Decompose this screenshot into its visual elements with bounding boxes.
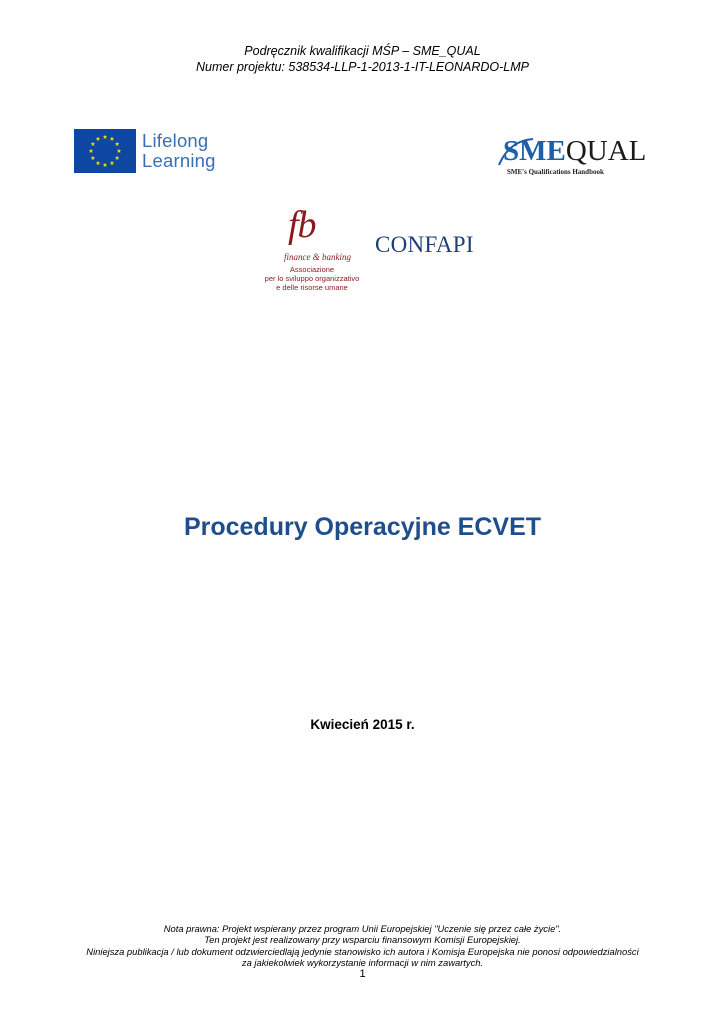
- header-line-title: Podręcznik kwalifikacji MŚP – SME_QUAL: [244, 44, 481, 58]
- fb-letters: fb: [288, 204, 316, 246]
- eu-star-icon: [115, 142, 120, 146]
- smequal-part-qual: QUAL: [565, 135, 647, 167]
- legal-note-line: Nota prawna: Projekt wspierany przez program Unii Europejskiej "Uczenie się przez całe życie".: [163, 923, 562, 934]
- smequal-part-sme: SME: [503, 135, 566, 167]
- eu-star-icon: [103, 163, 108, 167]
- document-title: Procedury Operacyjne ECVET: [183, 513, 542, 541]
- confapi-logo: CONFAPI: [375, 232, 474, 257]
- smequal-subtitle: SME's Qualifications Handbook: [507, 168, 604, 176]
- page-header: [0, 43, 725, 75]
- eu-star-icon: [91, 142, 96, 146]
- eu-star-icon: [91, 156, 96, 160]
- legal-note-line: za jakiekolwiek wykorzystanie informacji w nim zawartych.: [241, 956, 484, 968]
- eu-star-icon: [89, 149, 94, 153]
- document-date: Kwiecień 2015 r.: [310, 717, 415, 732]
- legal-note-line: Niniejsza publikacja / lub dokument odzwierciedlają jedynie stanowisko ich autora i Komisja Europejska nie ponosi odpowiedzialności: [86, 945, 639, 957]
- legal-note-line: Ten projekt jest realizowany przy wsparciu finansowym Komisji Europejskiej.: [204, 934, 521, 946]
- lifelong-learning-text: Lifelong Learning: [142, 130, 216, 171]
- eu-star-icon: [110, 136, 115, 140]
- fb-association-text: Associazione per lo sviluppo organizzativo e delle risorse umane: [264, 265, 360, 292]
- header-line-project: Numer projektu: 538534-LLP-1-2013-1-IT-LEONARDO-LMP: [195, 60, 529, 74]
- smequal-logo: [493, 135, 647, 185]
- eu-star-icon: [117, 149, 122, 153]
- fb-logo: [262, 205, 362, 300]
- page-number: 1: [359, 968, 366, 980]
- eu-star-icon: [96, 161, 101, 165]
- eu-star-icon: [96, 136, 101, 140]
- eu-star-icon: [110, 161, 115, 165]
- legal-note: [0, 923, 725, 968]
- eu-flag-icon: [74, 129, 136, 173]
- fb-subtitle: finance & banking: [284, 252, 351, 262]
- eu-star-icon: [115, 156, 120, 160]
- eu-star-icon: [103, 135, 108, 139]
- smequal-swoosh-icon: [495, 135, 535, 169]
